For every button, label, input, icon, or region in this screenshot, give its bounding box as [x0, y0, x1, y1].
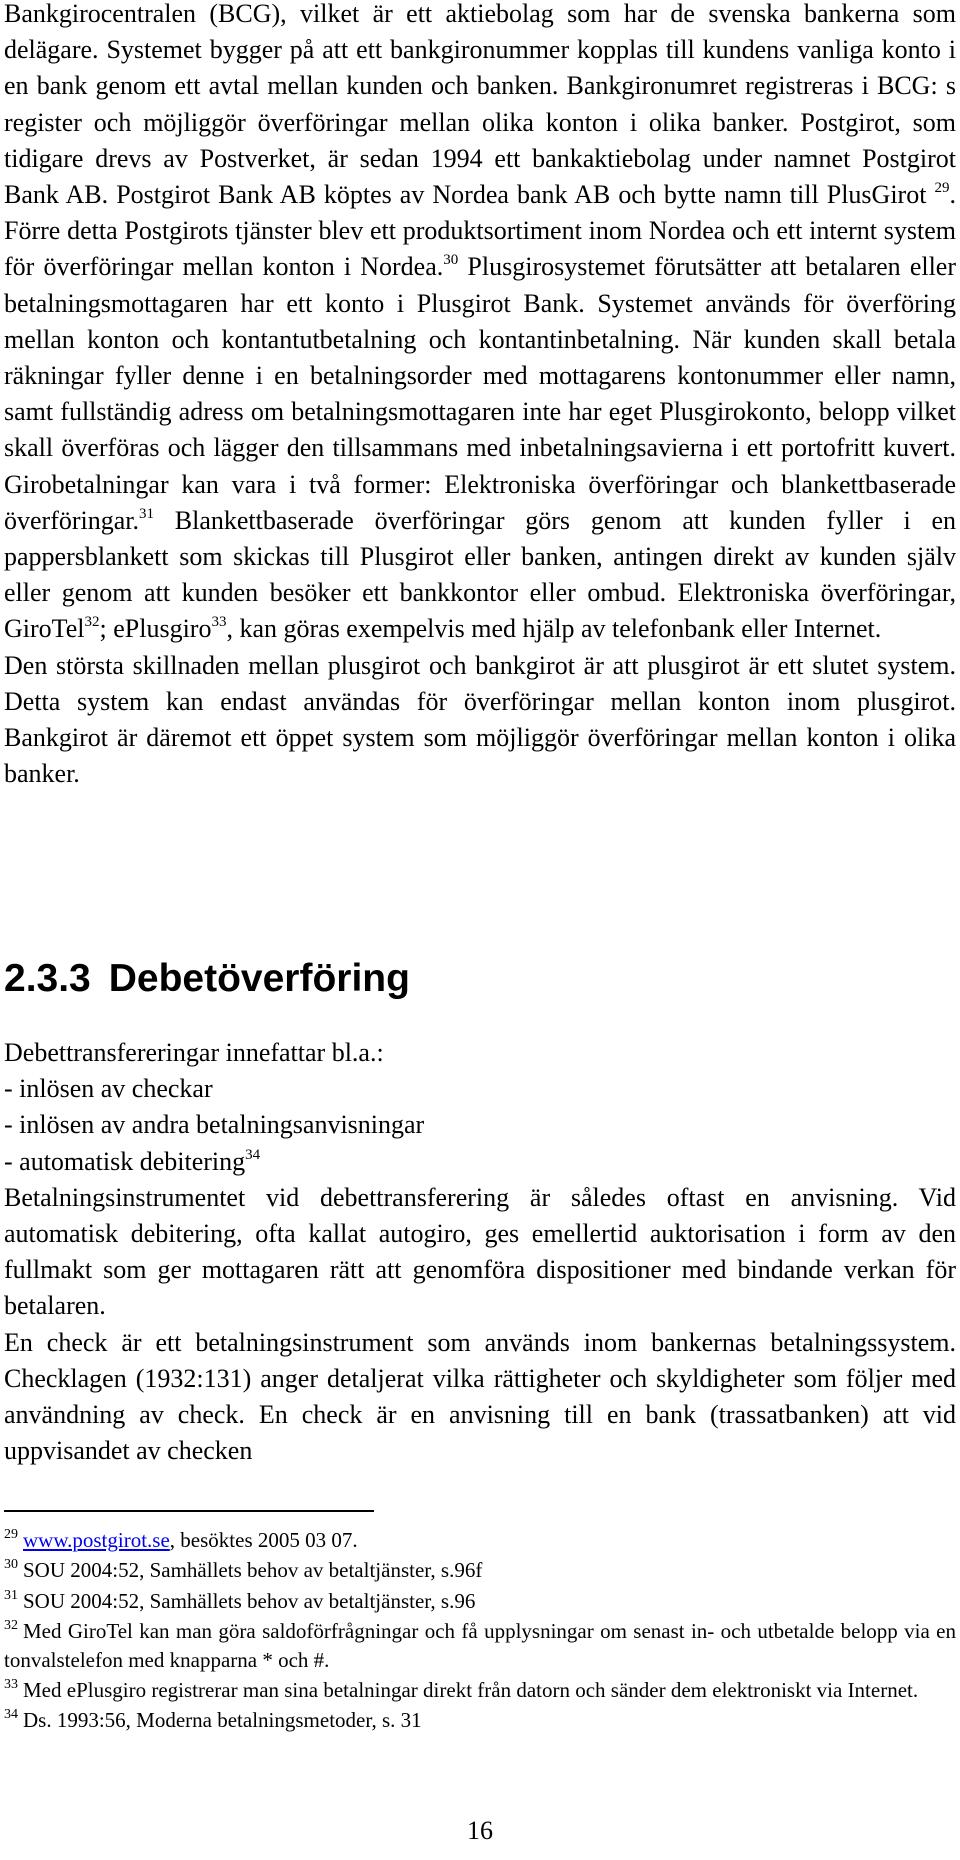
list-intro: Debettransfereringar innefattar bl.a.: [4, 1038, 384, 1067]
footnote-text: , besöktes 2005 03 07. [169, 1528, 358, 1552]
footnote-text: SOU 2004:52, Samhällets behov av betaltjänster, s.96f [23, 1558, 483, 1583]
paragraph-anvisning: Betalningsinstrumentet vid debettransferering är således oftast en anvisning. Vid automatisk debitering, ofta kallat autogiro, ges emellertid auktorisation i form av den fullmakt som ger mottagaren rätt att genomföra dispositioner med bindande verkan för betalaren. [4, 1182, 956, 1321]
footnote-ref: 32 [84, 614, 100, 631]
footnote-link[interactable]: www.postgirot.se [23, 1528, 170, 1552]
list-item [4, 1144, 956, 1180]
footnote [4, 1706, 956, 1734]
footnote [4, 1556, 956, 1584]
footnotes [4, 1526, 956, 1737]
list-item-text: - automatisk debitering [4, 1146, 246, 1176]
text-segment: . Förre detta Postgirots tjänster blev ett produktsortiment inom Nordea och ett internt system för överföringar mellan konton i Nordea. [4, 180, 956, 282]
footnote [4, 1676, 956, 1704]
footnote-number: 31 [4, 1587, 18, 1603]
body-text-bottom [4, 1035, 956, 1469]
list-item: - inlösen av andra betalningsanvisningar [4, 1110, 425, 1140]
footnote-text: SOU 2004:52, Samhällets behov av betaltjänster, s.96 [23, 1588, 476, 1613]
footnote-number: 32 [4, 1618, 18, 1634]
paragraph-bankgiro-plusgiro [4, 0, 956, 648]
footnote-ref: 30 [443, 252, 459, 269]
section-heading [4, 955, 410, 1003]
footnote-text: Ds. 1993:56, Moderna betalningsmetoder, s. 31 [23, 1708, 422, 1733]
footnote-number: 34 [4, 1707, 18, 1723]
footnote-separator [4, 1510, 374, 1512]
page-number: 16 [467, 1816, 493, 1845]
footnote [4, 1617, 956, 1674]
text-segment: , kan göras exempelvis med hjälp av telefonbank eller Internet. [226, 614, 882, 644]
footnote-number: 29 [4, 1527, 18, 1542]
body-text-top [4, 0, 956, 792]
paragraph-check: En check är ett betalningsinstrument som används inom bankernas betalningssystem. Checklagen (1932:131) anger detaljerat vilka rättigheter och skyldigheter som följer med användning av check. En check är en anvisning till en bank (trassatbanken) att vid uppvisandet av checken [4, 1327, 956, 1466]
footnote-text: Med ePlusgiro registrerar man sina betalningar direkt från datorn och sänder dem elektroniskt via Internet. [23, 1678, 919, 1703]
section-title: Debetöverföring [108, 957, 410, 1000]
footnote-text: Med GiroTel kan man göra saldoförfrågningar och få upplysningar om senast in- och utbetalde belopp via en tonvalstelefon med knapparna * och #. [4, 1619, 956, 1672]
footnote-ref: 34 [245, 1146, 261, 1163]
footnote-ref: 33 [211, 614, 227, 631]
text-segment: ; ePlusgiro [99, 614, 212, 644]
text-segment: Plusgirosystemet förutsätter att betalaren eller betalningsmottagaren har ett konto i Plusgirot Bank. Systemet används för överföring mellan konton och kontantutbetalning och kontantinbetalning. När kunden skall betala räkningar fyller denne i en betalningsorder med mottagarens kontonummer eller namn, samt fullständig adress om betalningsmottagaren inte har eget Plusgirokonto, belopp vilket skall överföras och lägger den tillsammans med inbetalningsavierna i ett portofritt kuvert. Girobetalningar kan vara i två former: Elektroniska överföringar och blankettbaserade överföringar. [4, 252, 957, 535]
footnote-number: 33 [4, 1677, 18, 1693]
section-number: 2.3.3 [4, 957, 91, 1000]
footnote-ref: 31 [139, 505, 155, 522]
footnote [4, 1526, 956, 1554]
footnote [4, 1587, 956, 1615]
list-item: - inlösen av checkar [4, 1074, 213, 1104]
text-segment: Blankettbaserade överföringar görs genom att kunden fyller i en pappersblankett som skickas till Plusgirot eller banken, antingen direkt av kunden själv eller genom att kunden besöker ett bankkontor eller ombud. Elektroniska överföringar, GiroTel [4, 505, 956, 644]
footnote-number: 30 [4, 1557, 18, 1573]
footnote-ref: 29 [934, 180, 950, 197]
paragraph-difference: Den största skillnaden mellan plusgirot och bankgirot är att plusgirot är ett slutet system. Detta system kan endast användas för överföringar mellan konton inom plusgirot. Bankgirot är däremot ett öppet system som möjliggör överföringar mellan konton i olika banker. [4, 650, 956, 789]
text-segment: Bankgirocentralen (BCG), vilket är ett aktiebolag som har de svenska bankerna som delägare. Systemet bygger på att ett bankgironummer kopplas till kundens vanliga konto i en bank genom ett avtal mellan kunden och banken. Bankgironumret registreras i BCG: s register och möjliggör överföringar mellan olika konton i olika banker. Postgirot, som tidigare drevs av Postverket, är sedan 1994 ett bankaktiebolag under namnet Postgirot Bank AB. Postgirot Bank AB köptes av Nordea bank AB och bytte namn till PlusGirot [4, 0, 956, 210]
